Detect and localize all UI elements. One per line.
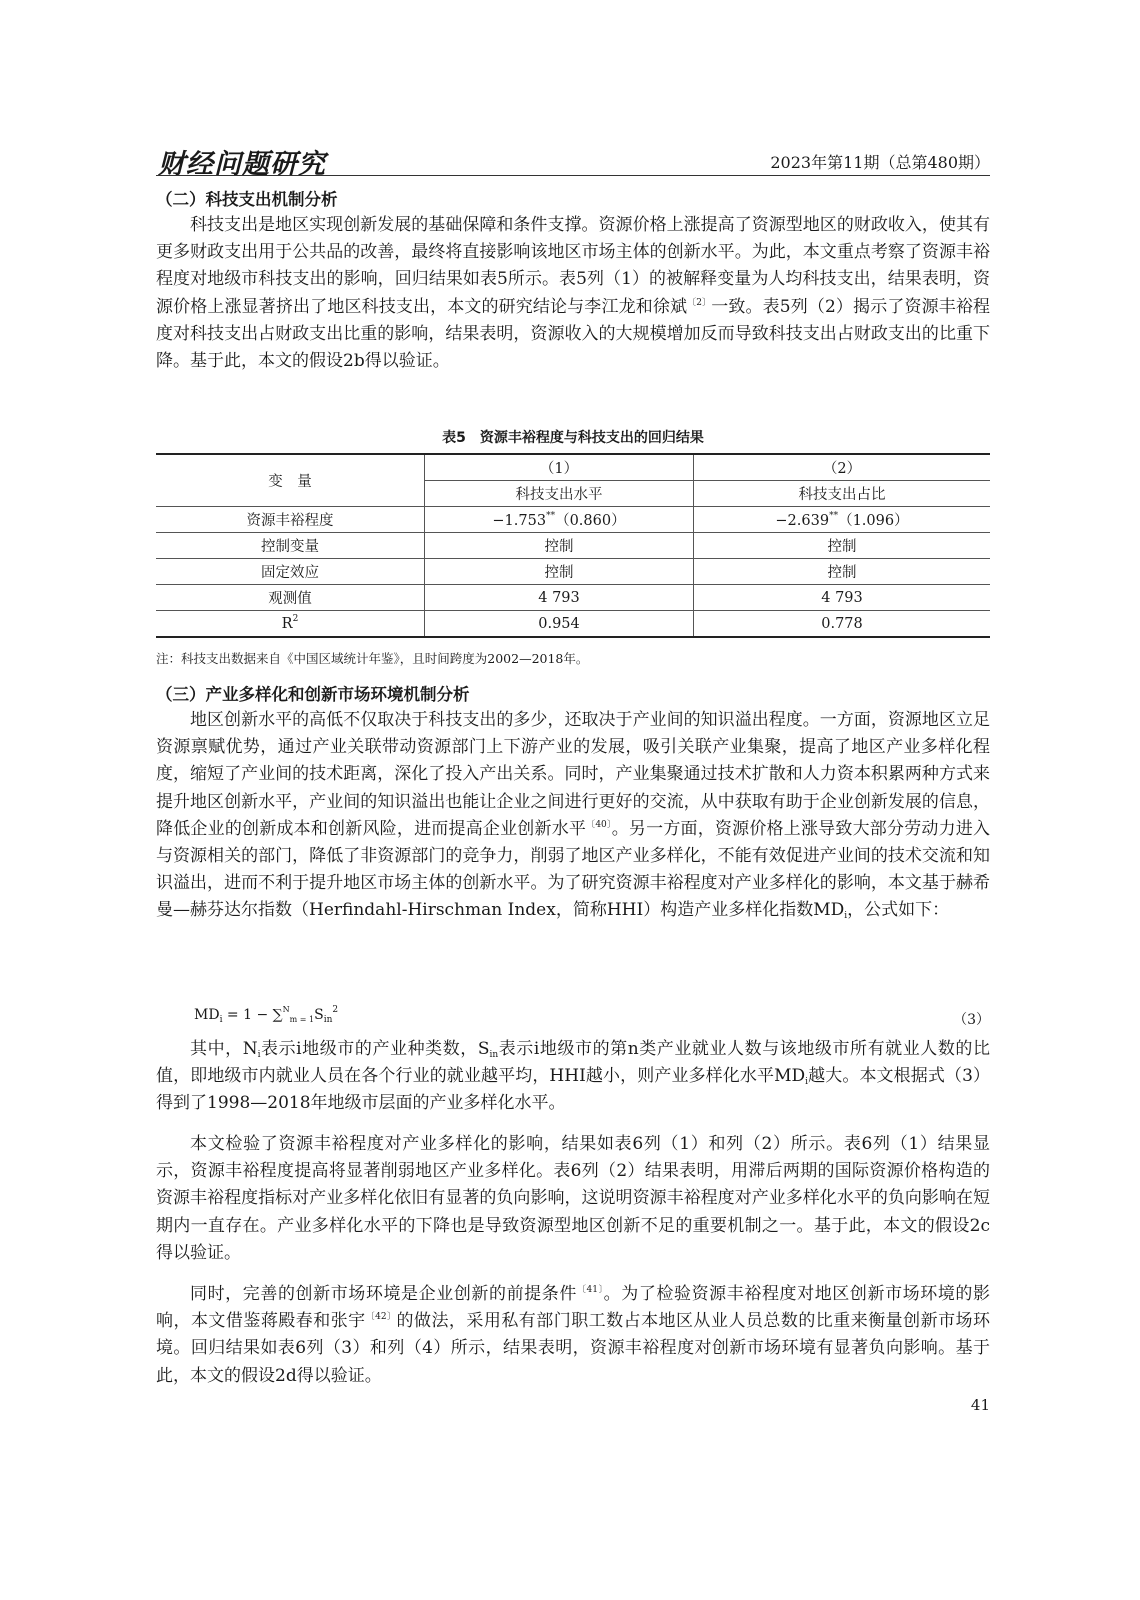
formula-number: （3） — [953, 1012, 990, 1028]
subscript: i — [219, 1015, 223, 1025]
text-run: 越大。本文根据式（3）得到了1998—2018年地级市层面的产业多样化水平。 — [156, 1066, 990, 1114]
significance: ** — [546, 511, 556, 521]
paragraph-formula-explanation — [156, 1036, 990, 1118]
table-header-row — [156, 454, 990, 481]
table-cell: 控制 — [425, 533, 694, 559]
subscript: in — [323, 1015, 333, 1025]
regression-table — [156, 453, 990, 638]
table-cell: 控制 — [694, 533, 991, 559]
table-row — [156, 507, 990, 533]
paragraph-tech-spending — [156, 212, 990, 375]
citation-ref: 〔42〕 — [365, 1312, 397, 1323]
text-run: ，公式如下： — [847, 900, 950, 921]
text-run: 一致。表5列（2）揭示了资源丰裕程度对科技支出占财政支出比重的影响，结果表明，资源收入的大规模增加反而导致科技支出占财政支出的比重下降。基于此，本文的假设2b得以验证。 — [156, 296, 990, 372]
sum-lower: m = 1 — [289, 1015, 315, 1024]
table-row — [156, 533, 990, 559]
table-cell: 0.954 — [425, 611, 694, 638]
header-rule — [156, 175, 990, 176]
row-label — [156, 611, 425, 638]
table-row — [156, 611, 990, 638]
citation-ref: 〔40〕 — [586, 819, 612, 830]
coef: −2.639 — [775, 513, 830, 529]
subscript: i — [844, 911, 848, 922]
table-cell: 4 793 — [694, 585, 991, 611]
table-caption: 表5 资源丰裕程度与科技支出的回归结果 — [442, 430, 704, 446]
col2-name: 科技支出占比 — [694, 481, 991, 507]
table-note: 注：科技支出数据来自《中国区域统计年鉴》，且时间跨度为2002—2018年。 — [156, 651, 589, 666]
section-heading-2: （二）科技支出机制分析 — [156, 190, 338, 209]
text-run: 科技支出是地区实现创新发展的基础保障和条件支撑。资源价格上涨提高了资源型地区的财政收入，使其有更多财政支出用于公共品的改善，最终将直接影响该地区市场主体的创新水平。为此，本文重点考察了资源丰裕程度对地级市科技支出的影响，回归结果如表5所示。表5列（1）的被解释变量为人均科技支出，结果表明，资源价格上涨显著挤出了地区科技支出，本文的研究结论与李江龙和徐斌 — [156, 215, 990, 317]
sum-upper: N — [282, 1005, 290, 1014]
table-cell: 控制 — [425, 559, 694, 585]
subscript: i — [257, 1050, 261, 1060]
row-label: 控制变量 — [156, 533, 425, 559]
section-heading-3: （三）产业多样化和创新市场环境机制分析 — [156, 685, 470, 704]
table-row — [156, 585, 990, 611]
col2-number: （2） — [694, 454, 991, 481]
subscript: i — [805, 1077, 809, 1088]
text-run: 同时，完善的创新市场环境是企业创新的前提条件 — [190, 1284, 577, 1304]
issue-info: 2023年第11期（总第480期） — [770, 153, 990, 172]
table-cell: 0.778 — [694, 611, 991, 638]
col1-name: 科技支出水平 — [425, 481, 694, 507]
superscript: 2 — [292, 613, 299, 624]
text-run: 表示i地级市的第n类产业就业人数与该地级市所有就业人数的比值，即地级市内就业人员在各个行业的就业越平均，HHI越小，则产业多样化水平MD — [156, 1039, 990, 1087]
std-error: （0.860） — [555, 513, 626, 529]
text-run: 。为了检验资源丰裕程度对地区创新市场环境的影响，本文借鉴蒋殿春和张宇 — [156, 1284, 991, 1332]
label-text: R — [281, 615, 293, 632]
row-label: 固定效应 — [156, 559, 425, 585]
citation-ref: 〔2〕 — [687, 297, 712, 308]
coef: −1.753 — [492, 513, 547, 529]
table-row — [156, 559, 990, 585]
exponent: 2 — [332, 1005, 339, 1015]
col1-number: （1） — [425, 454, 694, 481]
row-label: 观测值 — [156, 585, 425, 611]
significance: ** — [829, 511, 839, 521]
paragraph-diversity-results: 本文检验了资源丰裕程度对产业多样化的影响，结果如表6列（1）和列（2）所示。表6列（1）结果显示，资源丰裕程度提高将显著削弱地区产业多样化。表6列（2）结果表明，用滞后两期的国际资源价格构造的资源丰裕程度指标对产业多样化依旧有显著的负向影响，这说明资源丰裕程度对产业多样化水平的负向影响在短期内一直存在。产业多样化水平的下降也是导致资源型地区创新不足的重要机制之一。基于此，本文的假设2c得以验证。 — [156, 1134, 990, 1263]
formula-sum: = 1 − ∑ — [222, 1007, 283, 1023]
page-number: 41 — [970, 1396, 990, 1414]
paragraph-market-environment — [156, 1281, 990, 1390]
paragraph-industry-diversity — [156, 707, 990, 925]
table-cell: 4 793 — [425, 585, 694, 611]
subscript: in — [489, 1050, 499, 1060]
text-run: 的做法，采用私有部门职工数占本地区从业人员总数的比重来衡量创新市场环境。回归结果如表6列（3）和列（4）所示，结果表明，资源丰裕程度对创新市场环境有显著负向影响。基于此，本文的假设2d得以验证。 — [156, 1311, 991, 1386]
table-cell: 控制 — [694, 559, 991, 585]
formula-term: S — [314, 1007, 324, 1023]
table-cell — [425, 507, 694, 533]
text-run: 地区创新水平的高低不仅取决于科技支出的多少，还取决于产业间的知识溢出程度。一方面，资源地区立足资源禀赋优势，通过产业关联带动资源部门上下游产业的发展，吸引关联产业集聚，提高了地区产业多样化程度，缩短了产业间的技术距离，深化了投入产出关系。同时，产业集聚通过技术扩散和人力资本积累两种方式来提升地区创新水平，产业间的知识溢出也能让企业之间进行更好的交流，从中获取有助于企业创新发展的信息，降低企业的创新成本和创新风险，进而提高企业创新水平 — [156, 710, 990, 839]
formula — [194, 1007, 794, 1023]
row-label: 资源丰裕程度 — [156, 507, 425, 533]
text-run: 其中，N — [190, 1039, 258, 1059]
journal-title: 财经问题研究 — [158, 149, 326, 180]
std-error: （1.096） — [838, 513, 909, 529]
text-run: 。另一方面，资源价格上涨导致大部分劳动力进入与资源相关的部门，降低了非资源部门的竞争力，削弱了地区产业多样化，不能有效促进产业间的技术交流和知识溢出，进而不利于提升地区市场主体的创新水平。为了研究资源丰裕程度对产业多样化的影响，本文基于赫希曼—赫芬达尔指数（Herfindahl-Hirschman Index，简称HHI）构造产业多样化指数MD — [156, 818, 991, 921]
table-cell — [694, 507, 991, 533]
running-header — [156, 140, 990, 180]
citation-ref: 〔41〕 — [576, 1285, 604, 1295]
formula-lhs: MD — [194, 1007, 220, 1023]
text-run: 表示i地级市的产业种类数，S — [260, 1039, 490, 1059]
var-header: 变 量 — [156, 454, 425, 507]
